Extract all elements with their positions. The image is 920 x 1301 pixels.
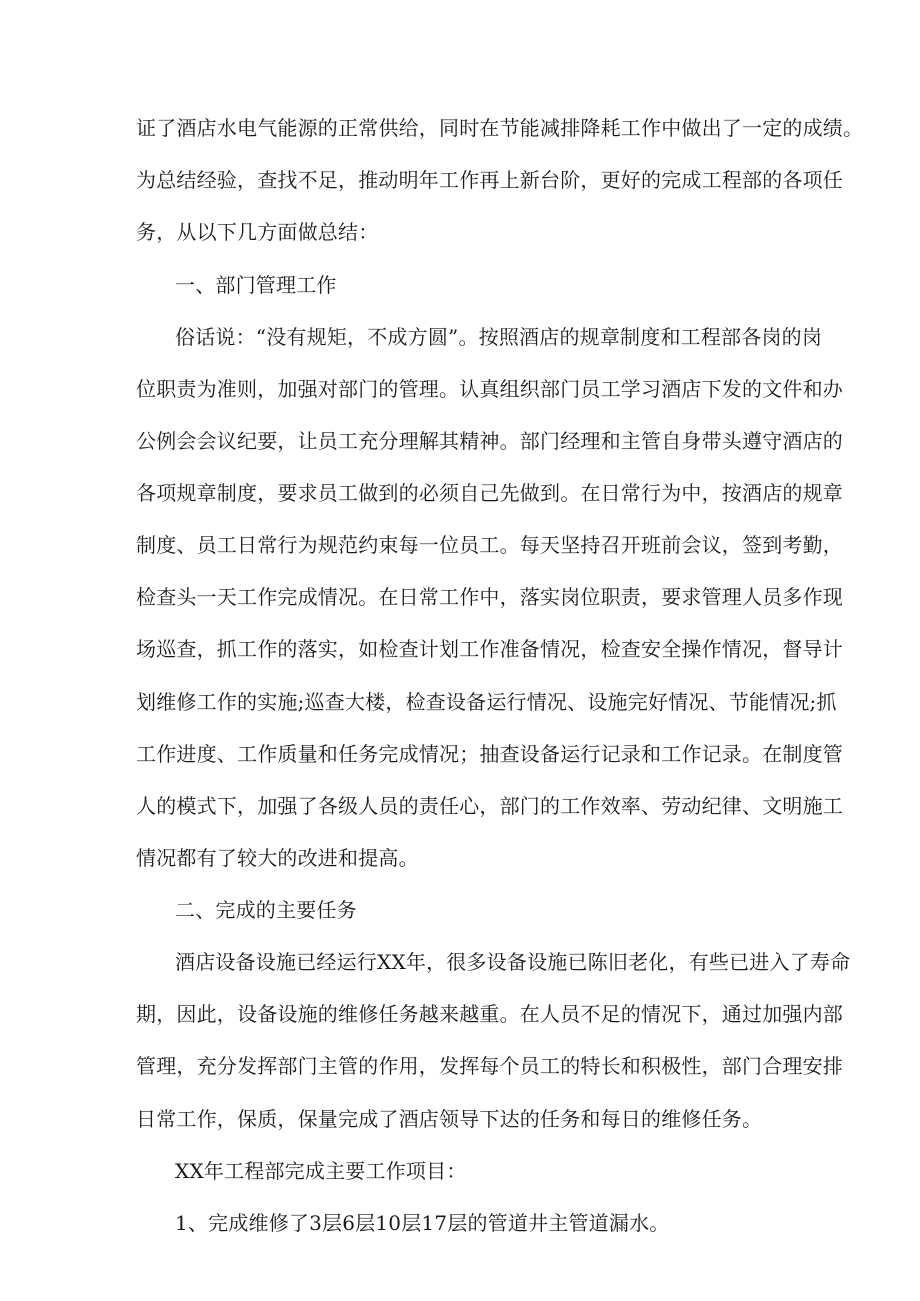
paragraph-line: 各项规章制度，要求员工做到的必须自己先做到。在日常行为中，按酒店的规章 [136, 481, 843, 505]
paragraph-line: 工作进度、工作质量和任务完成情况；抽查设备运行记录和工作记录。在制度管 [136, 742, 843, 766]
section-heading: 二、完成的主要任务 [175, 898, 357, 922]
paragraph-line: 场巡查，抓工作的落实，如检查计划工作准备情况，检查安全操作情况，督导计 [136, 637, 843, 661]
paragraph-line: 检查头一天工作完成情况。在日常工作中，落实岗位职责，要求管理人员多作现 [136, 585, 843, 609]
paragraph-line: 俗话说：“没有规矩，不成方圆”。按照酒店的规章制度和工程部各岗的岗 [175, 325, 823, 349]
list-item: 1、完成维修了3层6层10层17层的管道井主管道漏水。 [175, 1211, 670, 1235]
paragraph-line: 管理，充分发挥部门主管的作用，发挥每个员工的特长和积极性，部门合理安排 [136, 1054, 843, 1078]
paragraph-line: 位职责为准则，加强对部门的管理。认真组织部门员工学习酒店下发的文件和办 [136, 377, 843, 401]
paragraph-line: 制度、员工日常行为规范约束每一位员工。每天坚持召开班前会议，签到考勤， [136, 533, 843, 557]
paragraph-line: 日常工作，保质，保量完成了酒店领导下达的任务和每日的维修任务。 [136, 1107, 763, 1131]
list-heading: XX年工程部完成主要工作项目： [175, 1159, 467, 1183]
paragraph-line: 划维修工作的实施;巡查大楼，检查设备运行情况、设施完好情况、节能情况;抓 [136, 690, 837, 714]
paragraph-line: 期，因此，设备设施的维修任务越来越重。在人员不足的情况下，通过加强内部 [136, 1002, 843, 1026]
paragraph-line: 公例会会议纪要，让员工充分理解其精神。部门经理和主管自身带头遵守酒店的 [136, 429, 843, 453]
paragraph-line: 务，从以下几方面做总结： [136, 220, 379, 244]
paragraph-line: 为总结经验，查找不足，推动明年工作再上新台阶，更好的完成工程部的各项任 [136, 168, 843, 192]
paragraph-line: 情况都有了较大的改进和提高。 [136, 846, 419, 870]
paragraph-line: 酒店设备设施已经运行XX年，很多设备设施已陈旧老化，有些已进入了寿命 [175, 950, 851, 974]
paragraph-line: 证了酒店水电气能源的正常供给，同时在节能减排降耗工作中做出了一定的成绩。 [136, 116, 864, 140]
paragraph-line: 人的模式下，加强了各级人员的责任心，部门的工作效率、劳动纪律、文明施工 [136, 794, 843, 818]
section-heading: 一、部门管理工作 [175, 273, 337, 297]
